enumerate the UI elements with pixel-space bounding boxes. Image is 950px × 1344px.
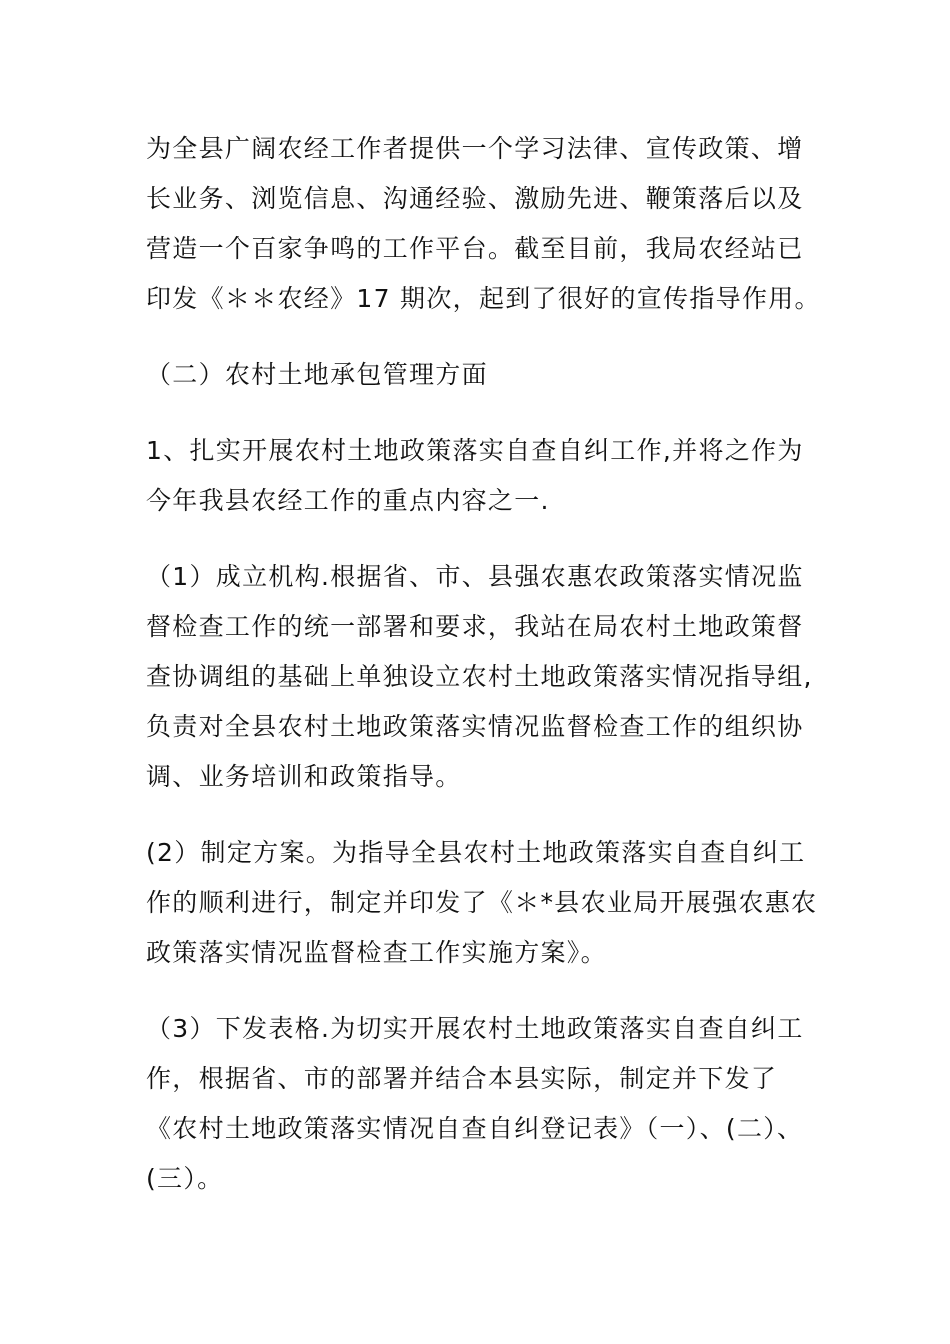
paragraph-line: 《农村土地政策落实情况自查自纠登记表》（一）、(二）、: [146, 1114, 804, 1143]
paragraph-line: 为全县广阔农经工作者提供一个学习法律、宣传政策、增: [146, 134, 804, 163]
paragraph-line: 作的顺利进行，制定并印发了《＊*县农业局开展强农惠农: [146, 888, 818, 917]
paragraph-line: (三）。: [146, 1164, 224, 1193]
paragraph-line: 查协调组的基础上单独设立农村土地政策落实情况指导组,: [146, 662, 813, 691]
sub-item-1-paragraph: [146, 552, 816, 802]
intro-paragraph: [146, 124, 821, 324]
document-body: [146, 124, 821, 1204]
paragraph-gap: [146, 978, 816, 1004]
paragraph-line: （3）下发表格.为切实开展农村土地政策落实自查自纠工: [146, 1014, 804, 1043]
paragraph-line: 负责对全县农村土地政策落实情况监督检查工作的组织协: [146, 712, 804, 741]
paragraph-line: 政策落实情况监督检查工作实施方案》。: [146, 938, 607, 967]
paragraph-line: (2）制定方案。为指导全县农村土地政策落实自查自纠工: [146, 838, 806, 867]
paragraph-line: 作，根据省、市的部署并结合本县实际，制定并下发了: [146, 1064, 778, 1093]
sub-item-3-paragraph: [146, 1004, 816, 1204]
paragraph-line: 督检查工作的统一部署和要求，我站在局农村土地政策督: [146, 612, 804, 641]
item-1-paragraph: [146, 426, 816, 526]
paragraph-line: 营造一个百家争鸣的工作平台。截至目前，我局农经站已: [146, 234, 804, 263]
paragraph-gap: [146, 526, 816, 552]
paragraph-gap: [146, 802, 816, 828]
sub-item-2-paragraph: [146, 828, 816, 978]
paragraph-line: （1）成立机构.根据省、市、县强农惠农政策落实情况监: [146, 562, 804, 591]
paragraph-gap: [146, 400, 816, 426]
paragraph-line: 长业务、浏览信息、沟通经验、激励先进、鞭策落后以及: [146, 184, 804, 213]
paragraph-line: 1、扎实开展农村土地政策落实自查自纠工作,并将之作为: [146, 436, 804, 465]
section-heading: [146, 350, 816, 400]
paragraph-line: 今年我县农经工作的重点内容之一.: [146, 486, 550, 515]
paragraph-line: 印发《＊＊农经》17 期次，起到了很好的宣传指导作用。: [146, 284, 821, 313]
paragraph-line: 调、业务培训和政策指导。: [146, 762, 462, 791]
heading-line: （二）农村土地承包管理方面: [146, 360, 488, 389]
paragraph-gap: [146, 324, 816, 350]
